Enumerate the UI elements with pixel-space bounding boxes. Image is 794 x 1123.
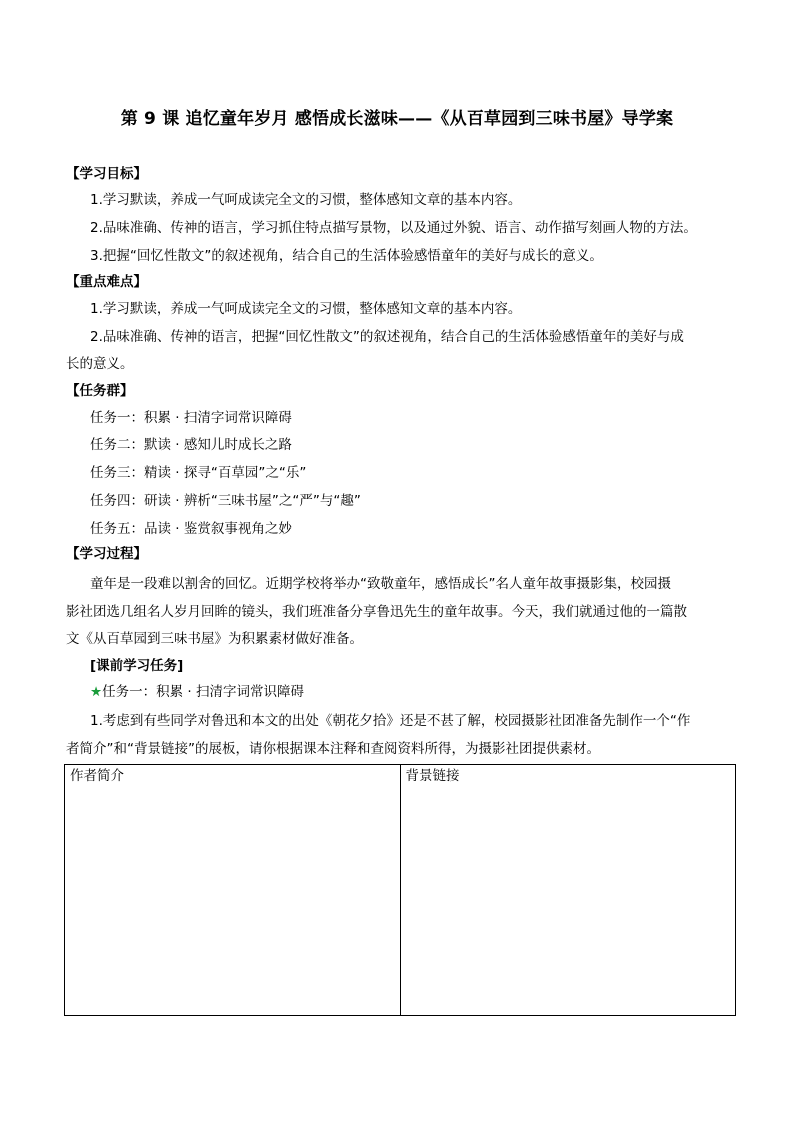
question-line: 1.考虑到有些同学对鲁迅和本文的出处《朝花夕拾》还是不甚了解，校园摄影社团准备先制作一个“作 bbox=[90, 713, 691, 729]
author-intro-header: 作者简介 bbox=[70, 768, 124, 784]
key-point-item-continued: 长的意义。 bbox=[66, 356, 134, 372]
task-item: 任务五：品读 · 鉴赏叙事视角之妙 bbox=[90, 521, 292, 537]
intro-paragraph-line: 文《从百草园到三味书屋》为积累素材做好准备。 bbox=[66, 631, 363, 647]
objective-item: 2.品味准确、传神的语言，学习抓住特点描写景物，以及通过外貌、语言、动作描写刻画人物的方法。 bbox=[90, 220, 697, 236]
author-intro-cell[interactable] bbox=[65, 765, 401, 1016]
background-link-header: 背景链接 bbox=[405, 768, 460, 784]
task-item: 任务一：积累 · 扫清字词常识障碍 bbox=[90, 410, 292, 426]
section-heading-process: 【学习过程】 bbox=[66, 546, 147, 562]
question-line: 者简介”和“背景链接”的展板，请你根据课本注释和查阅资料所得，为摄影社团提供素材。 bbox=[66, 741, 600, 757]
star-icon: ★ bbox=[90, 684, 103, 700]
objective-item: 3.把握“回忆性散文”的叙述视角，结合自己的生活体验感悟童年的美好与成长的意义。 bbox=[90, 248, 603, 264]
author-background-table bbox=[64, 764, 736, 1016]
section-heading-objectives: 【学习目标】 bbox=[66, 166, 147, 182]
task-item: 任务三：精读 · 探寻“百草园”之“乐” bbox=[90, 465, 307, 481]
task1-line bbox=[90, 683, 304, 701]
key-point-item: 1.学习默读，养成一气呵成读完全文的习惯，整体感知文章的基本内容。 bbox=[90, 301, 522, 317]
section-heading-tasks: 【任务群】 bbox=[66, 383, 134, 399]
page-title: 第 9 课 追忆童年岁月 感悟成长滋味——《从百草园到三味书屋》导学案 bbox=[120, 109, 674, 129]
section-heading-key-points: 【重点难点】 bbox=[66, 274, 147, 290]
intro-paragraph-line: 影社团选几组名人岁月回眸的镜头，我们班准备分享鲁迅先生的童年故事。今天，我们就通过他的一篇散 bbox=[66, 604, 687, 620]
task-item: 任务四：研读 · 辨析“三味书屋”之“严”与“趣” bbox=[90, 493, 361, 509]
task-item: 任务二：默读 · 感知儿时成长之路 bbox=[90, 437, 292, 453]
objective-item: 1.学习默读，养成一气呵成读完全文的习惯，整体感知文章的基本内容。 bbox=[90, 192, 522, 208]
pre-class-heading: [课前学习任务] bbox=[90, 658, 184, 674]
intro-paragraph-line: 童年是一段难以割舍的回忆。近期学校将举办“致敬童年，感悟成长”名人童年故事摄影集，校园摄 bbox=[90, 576, 671, 592]
task1-label: 任务一：积累 · 扫清字词常识障碍 bbox=[102, 684, 304, 700]
key-point-item: 2.品味准确、传神的语言，把握“回忆性散文”的叙述视角，结合自己的生活体验感悟童年的美好与成 bbox=[90, 329, 684, 345]
background-link-cell[interactable] bbox=[400, 765, 736, 1016]
